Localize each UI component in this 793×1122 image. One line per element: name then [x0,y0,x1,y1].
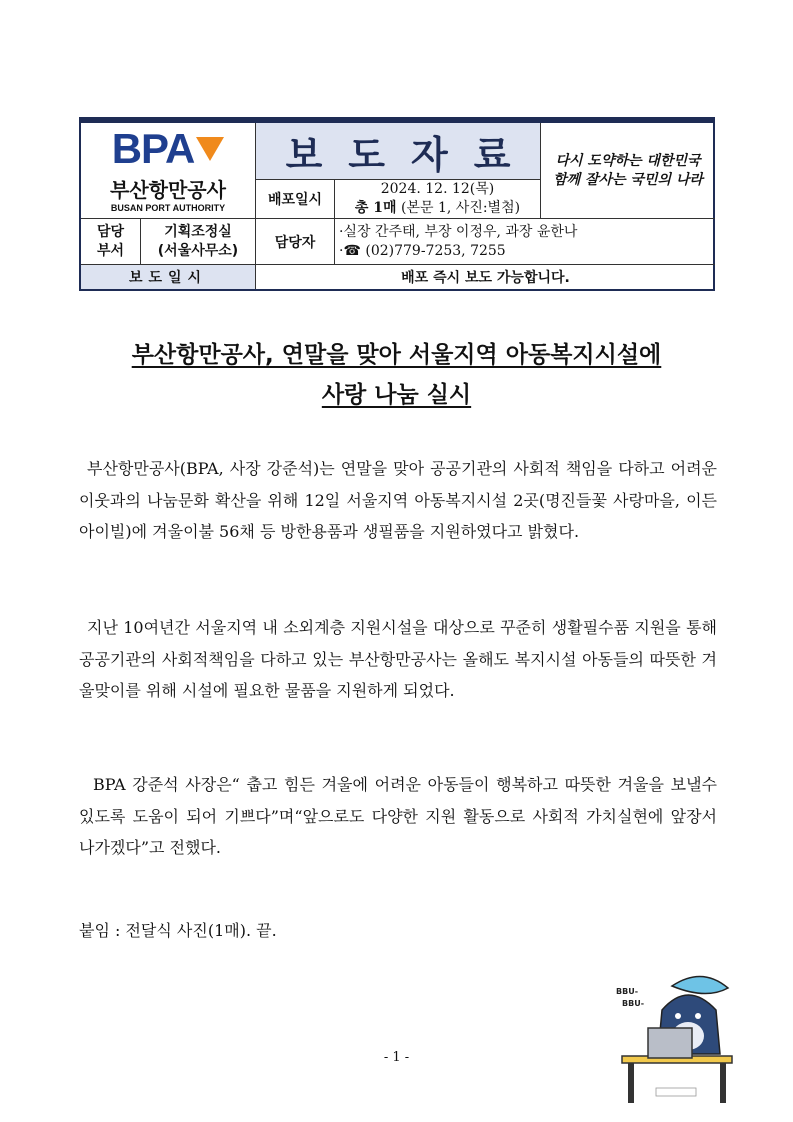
paragraph-3: BPA 강준석 사장은“ 춥고 힘든 겨울에 어려운 아동들이 행복하고 따뜻한 겨울을 보낼수 있도록 도움이 되어 기쁘다”며“앞으로도 다양한 지원 활동으로 사회적 가치실현에 앞장서 나가겠다”고 전했다. [79,775,717,857]
department-name: 기획조정실 (서울사무소) [141,219,256,265]
paragraph-2: 지난 10여년간 서울지역 내 소외계층 지원시설을 대상으로 꾸준히 생활필수품 지원을 통해 공공기관의 사회적책임을 다하고 있는 부산항만공사는 올해도 복지시설 아동들의 따뜻한 겨울맞이를 위해 시설에 필요한 물품을 지원하게 되었다. [79,618,717,700]
document-title: 보도자료 [256,123,541,180]
department-label: 담당 부서 [81,219,141,265]
headline-line2: 사랑 나눔 실시 [321,382,472,408]
contact-label: 담당자 [256,219,335,265]
slogan: 다시 도약하는 대한민국 함께 잘사는 국민의 나라 [541,123,715,219]
phone-icon: ☎ [343,242,361,259]
svg-text:BBU-: BBU- [622,999,645,1008]
contact-info: ·실장 간주태, 부장 이정우, 과장 윤한나 ·☎ (02)779-7253, 7255 [335,219,715,265]
mascot-illustration [610,958,750,1108]
date-value: 2024. 12. 12(목) 총 1매 (본문 1, 사진:별첨) [335,180,541,219]
paragraph-1: 부산항만공사(BPA, 사장 강준석)는 연말을 맞아 공공기관의 사회적 책임을 다하고 어려운 이웃과의 나눔문화 확산을 위해 12일 서울지역 아동복지시설 2곳(명진들꽃 사랑마을, 이든아이빌)에 겨울이불 56채 등 방한용품과 생필품을 지원하였다고 밝혔다. [79,459,717,541]
svg-text:BBU-: BBU- [616,987,639,996]
date-label: 배포일시 [256,180,335,219]
attachment-note: 붙임 : 전달식 사진(1매). 끝. [79,921,277,940]
release-value: 배포 즉시 보도 가능합니다. [401,270,570,286]
logo-triangle-icon [196,137,224,161]
page-number: - 1 - [383,1050,410,1065]
press-release-header [79,117,715,291]
bpa-logo: BPA 부산항만공사 BUSAN PORT AUTHORITY [81,123,256,219]
headline-line1: 부산항만공사, 연말을 맞아 서울지역 아동복지시설에 [131,342,662,368]
release-label: 보도일시 [81,265,256,289]
